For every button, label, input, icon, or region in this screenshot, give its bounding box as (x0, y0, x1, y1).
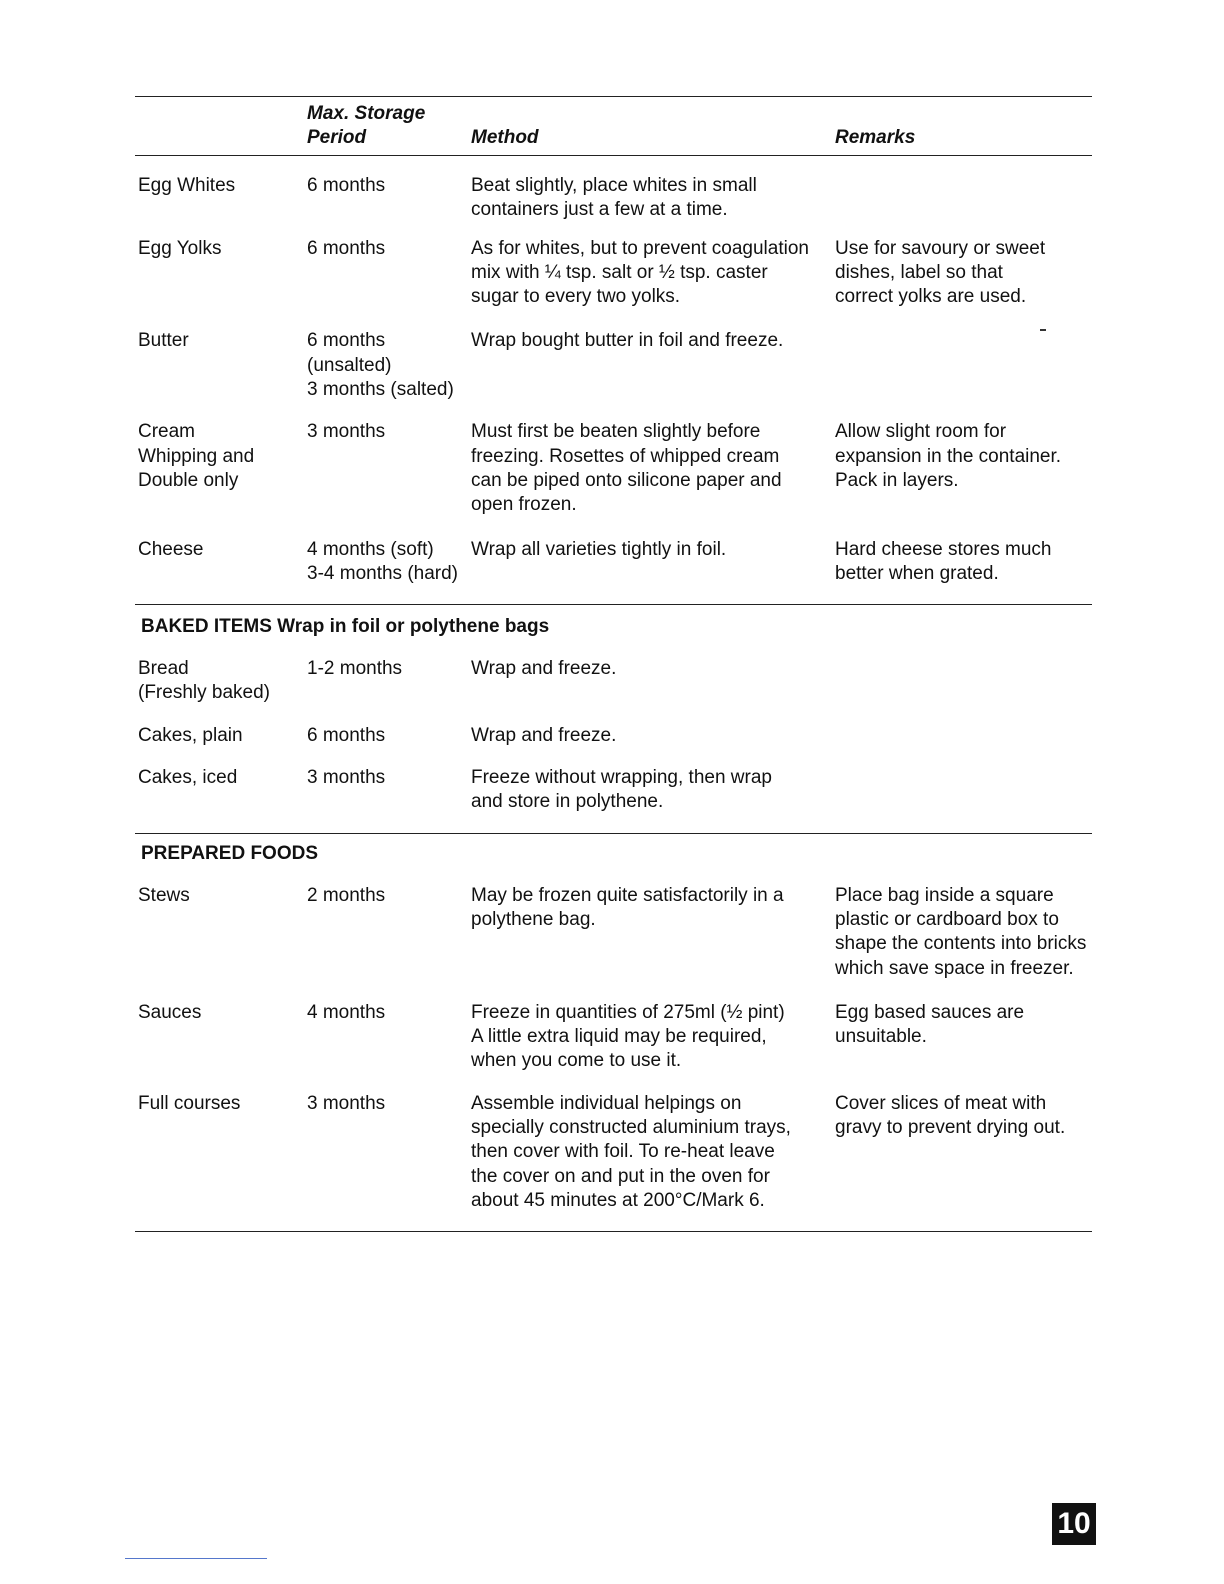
storage-period: 6 months (unsalted) 3 months (salted) (307, 330, 454, 401)
storage-period: 3 months (307, 767, 386, 789)
header-method: Method (471, 127, 539, 148)
method-text: Freeze without wrapping, then wrap and store in polythene. (471, 767, 772, 813)
method-text: Freeze in quantities of 275ml (½ pint) A little extra liquid may be required, when you come to use it. (471, 1001, 785, 1072)
method-text: Assemble individual helpings on specially constructed aluminium trays, then cover with foil. To re-heat leave the cover on and put in the oven for about 45 minutes at 200°C/Mark 6. (471, 1092, 791, 1211)
method-text: Wrap bought butter in foil and freeze. (471, 330, 784, 352)
header-period: Max. Storage Period (307, 103, 426, 148)
baked-section (135, 605, 1092, 814)
table-row (135, 237, 1092, 310)
food-item: Egg Yolks (138, 237, 222, 259)
table-row (135, 766, 1092, 815)
table-row (135, 538, 1092, 587)
remarks-text: Use for savoury or sweet dishes, label so that correct yolks are used. (835, 237, 1046, 308)
remarks-text: Hard cheese stores much better when grated. (835, 538, 1052, 584)
bottom-rule (135, 1231, 1092, 1232)
storage-table (135, 96, 1092, 1232)
method-text: Wrap and freeze. (471, 658, 617, 680)
table-row (135, 1092, 1092, 1214)
food-item: Cream Whipping and Double only (138, 421, 255, 491)
storage-period: 4 months (307, 1001, 386, 1023)
table-row (135, 420, 1092, 517)
table-row (135, 1001, 1092, 1074)
storage-period: 3 months (307, 1092, 386, 1114)
method-text: Wrap all varieties tightly in foil. (471, 538, 727, 560)
method-text: May be frozen quite satisfactorily in a polythene bag. (471, 884, 784, 930)
table-row (135, 884, 1092, 981)
footer-line (125, 1558, 267, 1559)
storage-period: 6 months (307, 237, 386, 259)
method-text: As for whites, but to prevent coagulation mix with ¼ tsp. salt or ½ tsp. caster sugar to every two yolks. (471, 237, 809, 308)
stray-mark (1040, 329, 1046, 331)
prepared-title: PREPARED FOODS (141, 842, 319, 864)
storage-period: 6 months (307, 175, 386, 196)
remarks-text: Place bag inside a square plastic or cardboard box to shape the contents into bricks which save space in freezer. (835, 884, 1087, 979)
food-item: Bread (Freshly baked) (138, 658, 270, 704)
storage-period: 2 months (307, 884, 386, 906)
food-item: Butter (138, 330, 189, 352)
food-item: Stews (138, 884, 190, 906)
table-row (135, 174, 1092, 223)
header-remarks: Remarks (835, 127, 916, 148)
storage-period: 3 months (307, 421, 386, 443)
remarks-text: Egg based sauces are unsuitable. (835, 1001, 1025, 1048)
food-item: Cheese (138, 538, 204, 560)
table-row (135, 657, 1092, 706)
food-item: Sauces (138, 1001, 202, 1023)
food-item: Cakes, plain (138, 724, 243, 746)
method-text: Must first be beaten slightly before freezing. Rosettes of whipped cream can be piped onto silicone paper and open frozen. (471, 421, 782, 516)
storage-period: 4 months (soft) 3-4 months (hard) (307, 538, 459, 584)
method-text: Beat slightly, place whites in small containers just a few at a time. (471, 175, 757, 221)
food-item: Egg Whites (138, 175, 236, 196)
table-row (135, 724, 1092, 748)
page-number: 10 (1052, 1503, 1096, 1545)
table-header (135, 97, 1092, 155)
storage-period: 6 months (307, 724, 386, 746)
remarks-text: Cover slices of meat with gravy to prevent drying out. (835, 1092, 1066, 1139)
method-text: Wrap and freeze. (471, 724, 617, 746)
food-item: Full courses (138, 1092, 241, 1114)
dairy-section (135, 156, 1092, 586)
storage-period: 1-2 months (307, 658, 403, 680)
baked-title: BAKED ITEMS Wrap in foil or polythene bags (141, 616, 550, 638)
food-item: Cakes, iced (138, 767, 238, 789)
prepared-section (135, 834, 1092, 1214)
table-row (135, 329, 1092, 402)
remarks-text: Allow slight room for expansion in the container. Pack in layers. (835, 421, 1062, 491)
